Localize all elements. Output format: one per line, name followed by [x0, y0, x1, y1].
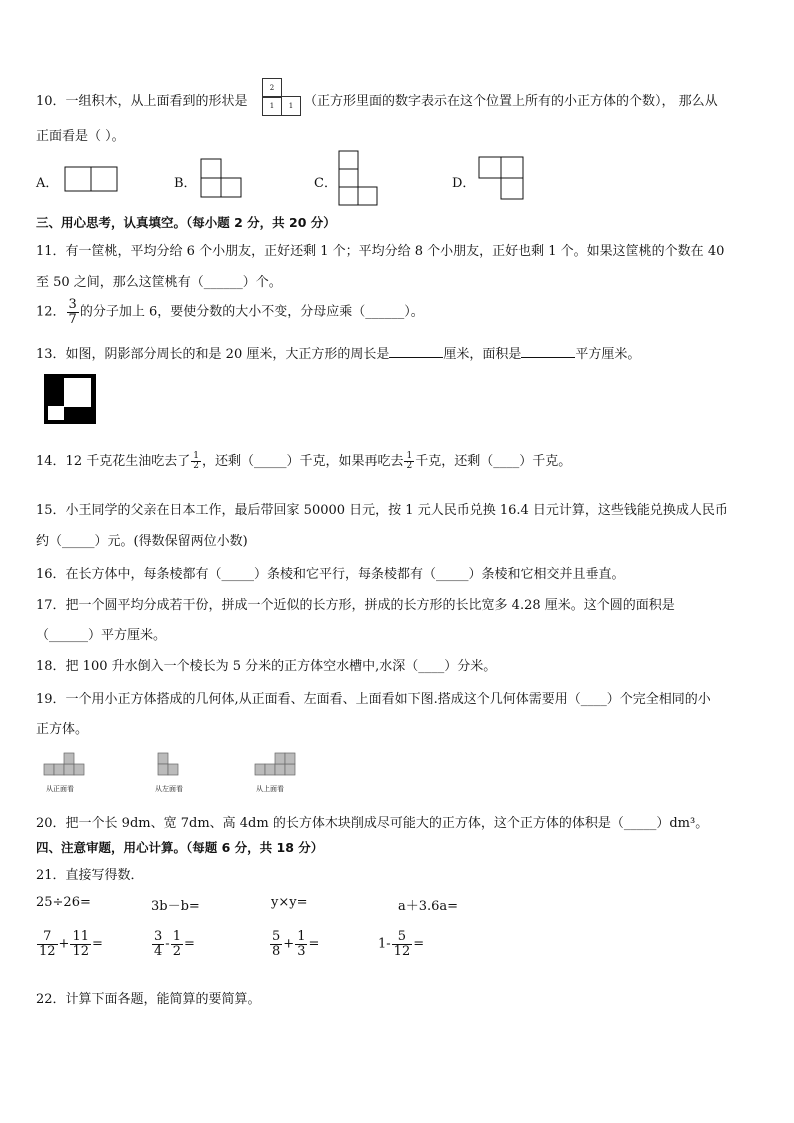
q21-f4-den: 12: [393, 943, 411, 959]
q14-fraction-1-numerator: 1: [193, 450, 199, 461]
q10-line1-pre: 10．一组积木，从上面看到的形状是: [36, 94, 248, 109]
q21-title: 21．直接写得数．: [36, 868, 144, 883]
q13-blank-perimeter: [389, 357, 443, 358]
q12-post: 的分子加上 6，要使分数的大小不变，分母应乘（______）。: [79, 304, 424, 320]
q10-line1: [36, 90, 248, 109]
q22: 22．计算下面各题，能简算的要简算。: [36, 992, 261, 1007]
q18: 18．把 100 升水倒入一个棱长为 5 分米的正方体空水槽中,水深（____）分米。: [36, 659, 497, 674]
q12-pre: 12．: [36, 304, 66, 320]
q10-option-b-label: B．: [174, 176, 197, 191]
q19-top-view: [255, 752, 299, 778]
q21-f4-num: 5: [397, 929, 407, 944]
q21-f3-eq: =: [308, 936, 320, 952]
q14-fraction-1-denominator: 2: [193, 461, 199, 471]
q10-option-a-label: A．: [36, 176, 59, 191]
q21-f2a-num: 3: [154, 929, 163, 944]
q14-fraction-2: [404, 452, 414, 472]
q21-f2b-num: 1: [172, 929, 181, 944]
q10-top-view-grid: [262, 78, 302, 116]
q21-f2-eq: =: [183, 936, 195, 952]
q13-text-c: 平方厘米。: [575, 347, 641, 362]
q14-text-c: 千克，还剩（____）千克。: [415, 454, 572, 469]
q19-caption-front: 从正面看: [46, 785, 74, 793]
q19-line1: 19．一个用小正方体搭成的几何体,从正面看、左面看、上面看如下图.搭成这个几何体需要用（____）个完全相同的小: [36, 692, 711, 707]
q21-frac-expr-1: [36, 930, 103, 958]
q21-expr-2: 3b－b=: [151, 899, 200, 914]
q11-line1: 11．有一筐桃，平均分给 6 个小朋友，正好还剩 1 个；平均分给 8 个小朋友，正好也剩 1 个。如果这筐桃的个数在 40: [36, 244, 725, 259]
grid-cell-bottom-right: 1: [281, 96, 301, 116]
q19-left-view: [158, 752, 182, 778]
q13-text-b: 厘米，面积是: [443, 347, 522, 362]
q16: 16．在长方体中，每条棱都有（_____）条棱和它平行，每条棱都有（_____）条棱和它相交并且垂直。: [36, 567, 625, 582]
q10-line1-post: （正方形里面的数字表示在这个位置上所有的小正方体的个数）， 那么从: [304, 94, 718, 109]
q13-blank-area: [521, 357, 575, 358]
q21-f2a-den: 4: [154, 943, 163, 959]
q21-f1a-den: 12: [39, 943, 56, 959]
q21-f2b-den: 2: [172, 943, 181, 959]
q21-expr-3: y×y=: [271, 895, 308, 910]
q19-line2: 正方体。: [36, 722, 89, 737]
q12-fraction-denominator: 7: [68, 311, 77, 327]
q21-f1-eq: =: [92, 936, 103, 952]
q19-caption-left: 从左面看: [155, 785, 183, 793]
q21-f4-pre: 1-: [378, 936, 391, 952]
q10-option-d-label: D．: [452, 176, 476, 191]
q10-option-a-figure: [64, 166, 120, 192]
q15-line1: 15．小王同学的父亲在日本工作，最后带回家 50000 日元，按 1 元人民币兑换 16.4 日元计算，这些钱能兑换成人民币: [36, 503, 728, 518]
q21-f3a-den: 8: [272, 943, 281, 959]
q21-frac-expr-3: [269, 930, 319, 958]
q13-text-a: 13．如图，阴影部分周长的和是 20 厘米，大正方形的周长是: [36, 347, 390, 362]
q17-line1: 17．把一个圆平均分成若干份，拼成一个近似的长方形，拼成的长方形的长比宽多 4.28 厘米。这个圆的面积是: [36, 598, 675, 613]
q10-option-c-label: C．: [314, 176, 337, 191]
q12-fraction-numerator: 3: [68, 297, 77, 312]
q14-fraction-2-numerator: 1: [406, 450, 413, 461]
q14-fraction-2-denominator: 2: [406, 461, 413, 471]
q17-line2: （______）平方厘米。: [36, 628, 167, 643]
q21-frac-expr-2: [151, 930, 195, 958]
q12: [36, 298, 424, 326]
section-3-heading: 三、用心思考，认真填空。（每小题 2 分，共 20 分）: [36, 215, 336, 230]
q21-f3b-num: 1: [297, 929, 306, 944]
q10-option-d-figure: [478, 156, 526, 202]
q10-option-c-figure: [338, 150, 380, 208]
q19-front-view: [44, 752, 88, 778]
q21-f3b-den: 3: [297, 943, 306, 959]
q14-text-a: 14．12 千克花生油吃去了: [36, 454, 191, 469]
q12-fraction: [67, 298, 79, 326]
q21-f3-op: +: [283, 936, 295, 952]
q21-f1b-den: 12: [72, 943, 89, 959]
q13: [36, 343, 640, 362]
q10-line2: 正面看是（ ）。: [36, 129, 125, 144]
q19-caption-top: 从上面看: [256, 785, 284, 793]
q21-frac-expr-4: [378, 930, 424, 958]
q11-line2: 至 50 之间，那么这筐桃有（______）个。: [36, 275, 282, 290]
q21-f4-eq: =: [413, 936, 425, 952]
q20: 20．把一个长 9dm、宽 7dm、高 4dm 的长方体木块削成尽可能大的正方体，这个正方体的体积是（_____）dm³。: [36, 816, 709, 831]
q21-f2-op: -: [165, 936, 170, 952]
q14-fraction-1: [191, 452, 201, 472]
q14: [36, 450, 571, 471]
q21-f1b-num: 11: [72, 929, 89, 944]
q10-option-b-figure: [200, 158, 244, 200]
q21-f1a-num: 7: [43, 929, 52, 944]
q14-text-b: ，还剩（_____）千克，如果再吃去: [201, 454, 404, 469]
section-4-heading: 四、注意审题，用心计算。（每题 6 分，共 18 分）: [36, 840, 324, 855]
q21-expr-1: 25÷26=: [36, 895, 91, 910]
q15-line2: 约（_____）元。(得数保留两位小数): [36, 534, 248, 549]
q21-f1-op: +: [58, 936, 70, 952]
q21-f3a-num: 5: [272, 929, 281, 944]
grid-cell-top: 2: [262, 78, 282, 98]
q21-expr-4: a＋3.6a=: [398, 899, 459, 914]
q13-square-figure: [44, 374, 96, 424]
grid-cell-bottom-left: 1: [262, 96, 282, 116]
